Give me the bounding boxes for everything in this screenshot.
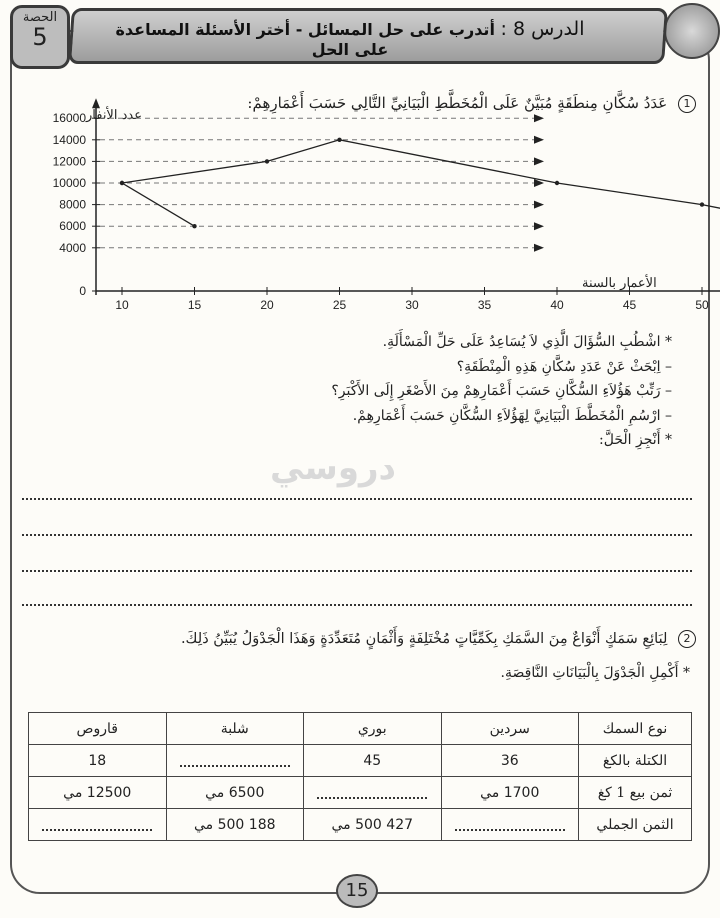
series-line — [122, 140, 720, 248]
table-cell: 6500 مي — [166, 777, 304, 809]
gridline-arrow — [534, 114, 544, 122]
answer-line[interactable] — [22, 498, 692, 500]
x-tick-label: 40 — [550, 298, 564, 312]
y-tick-label: 8000 — [59, 197, 86, 212]
chart-ylabel: عدد الأنفار — [86, 108, 142, 123]
table-header: سردين — [441, 713, 579, 745]
row-label: الثمن الجملي — [579, 809, 692, 841]
y-tick-label: 10000 — [52, 176, 86, 190]
answer-line[interactable] — [22, 534, 692, 536]
table-cell: 18 — [29, 745, 167, 777]
table-header: بوري — [304, 713, 442, 745]
row-label: الكتلة بالكغ — [579, 745, 692, 777]
task-line: * اشْطُبِ السُّؤَالَ الَّذِي لاَ يُسَاعِدُ عَلَى حَلِّ الْمَسْأَلَةِ. — [382, 334, 672, 350]
exercise1-number: 1 — [678, 95, 696, 113]
gridline-arrow — [534, 201, 544, 209]
table-header: شلبة — [166, 713, 304, 745]
table-cell: 12500 مي — [29, 777, 167, 809]
watermark: دروسي — [270, 448, 396, 488]
blank-cell[interactable] — [29, 809, 167, 841]
exercise2-text: لِبَائِعِ سَمَكٍ أَنْوَاعٌ مِنَ السَّمَكِ بِكَمِّيَّاتٍ مُخْتَلِفَةٍ وَأَثْمَانٍ مُتَعَدِّدَةٍ وَهَذَا الْجَدْوَلُ يُبَيِّنُ ذَلِكَ. — [180, 631, 668, 647]
table-cell: 427 500 مي — [304, 809, 442, 841]
x-tick-label: 15 — [187, 298, 202, 312]
data-point — [192, 224, 196, 228]
session-number: 5 — [32, 23, 48, 51]
data-point — [555, 181, 559, 185]
chart-xlabel: الأعمار بالسنة — [582, 276, 657, 291]
blank-fill[interactable] — [317, 783, 427, 799]
task-line: * أَنْجِزِ الْحَلَّ: — [599, 432, 672, 448]
gridline-arrow — [534, 157, 544, 165]
x-tick-label: 20 — [260, 298, 274, 312]
table-cell: 188 500 مي — [166, 809, 304, 841]
answer-line[interactable] — [22, 570, 692, 572]
task-line: – ارْسُمِ الْمُخَطَّطَ الْبَيَانِيَّ لِهَؤُلاَءِ السُّكَّانِ حَسَبَ أَعْمَارِهِمْ. — [352, 407, 672, 424]
population-chart — [0, 0, 720, 320]
gridline-arrow — [534, 244, 544, 252]
session-label: الحصة — [22, 10, 58, 25]
table-row — [29, 777, 692, 809]
exercise2-statement — [16, 630, 696, 648]
gridline-arrow — [534, 222, 544, 230]
task-line: – رَتِّبْ هَؤُلاَءِ السُّكَّانِ حَسَبَ أَعْمَارِهِمْ مِنَ الأَصْغَرِ إِلَى الأَكْبَرِ؟ — [331, 383, 672, 399]
page-number: 15 — [336, 874, 378, 908]
exercise2-instruction: * أَكْمِلِ الْجَدْوَلَ بِالْبَيَانَاتِ النَّاقِصَةِ. — [500, 665, 690, 681]
blank-cell[interactable] — [166, 745, 304, 777]
row-label: ثمن بيع 1 كغ — [579, 777, 692, 809]
exercise1-tasks — [52, 330, 672, 453]
y-tick-label: 16000 — [52, 111, 86, 126]
y-axis-arrow — [92, 98, 100, 108]
table-cell: 45 — [304, 745, 442, 777]
lesson-number: الدرس 8 : — [500, 18, 585, 40]
table-cell: 1700 مي — [441, 777, 579, 809]
blank-cell[interactable] — [441, 809, 579, 841]
task-line: – اِبْحَثْ عَنْ عَدَدِ سُكَّانِ هَذِهِ الْمِنْطَقَةِ؟ — [456, 358, 672, 375]
data-point — [700, 202, 704, 206]
data-point — [265, 159, 269, 163]
data-point — [337, 138, 341, 142]
blank-fill[interactable] — [455, 815, 565, 831]
lesson-title: أتدرب على حل المسائل - أختر الأسئلة المساعدة على الحل — [115, 20, 495, 59]
exercise1-text: عَدَدُ سُكَّانِ مِنطَقَةٍ مُبَيَّنٌ عَلَى الْمُخَطَّطِ الْبَيَانِيِّ التَّالِي حَسَبَ أَعْمَارِهِمْ: — [247, 94, 668, 112]
x-tick-label: 30 — [405, 298, 419, 312]
x-tick-label: 25 — [332, 298, 347, 312]
y-tick-label: 12000 — [52, 154, 86, 169]
table-header-row — [29, 713, 692, 745]
y-tick-label: 14000 — [52, 132, 86, 147]
x-tick-label: 50 — [695, 298, 709, 312]
table-row — [29, 745, 692, 777]
table-header: نوع السمك — [579, 713, 692, 745]
gridline-arrow — [534, 136, 544, 144]
y-tick-label: 6000 — [59, 219, 86, 234]
answer-line[interactable] — [22, 604, 692, 606]
blank-fill[interactable] — [180, 751, 290, 767]
blank-cell[interactable] — [304, 777, 442, 809]
y-tick-label: 4000 — [59, 240, 86, 255]
table-row — [29, 809, 692, 841]
data-point — [120, 181, 124, 185]
blank-fill[interactable] — [42, 815, 152, 831]
table-header: قاروص — [29, 713, 167, 745]
table-cell: 36 — [441, 745, 579, 777]
x-tick-label: 35 — [477, 298, 492, 312]
x-tick-label: 10 — [115, 298, 129, 312]
x-tick-label: 45 — [622, 298, 637, 312]
y-tick-label: 0 — [79, 284, 86, 298]
exercise2-number: 2 — [678, 630, 696, 648]
fish-table — [28, 712, 692, 841]
